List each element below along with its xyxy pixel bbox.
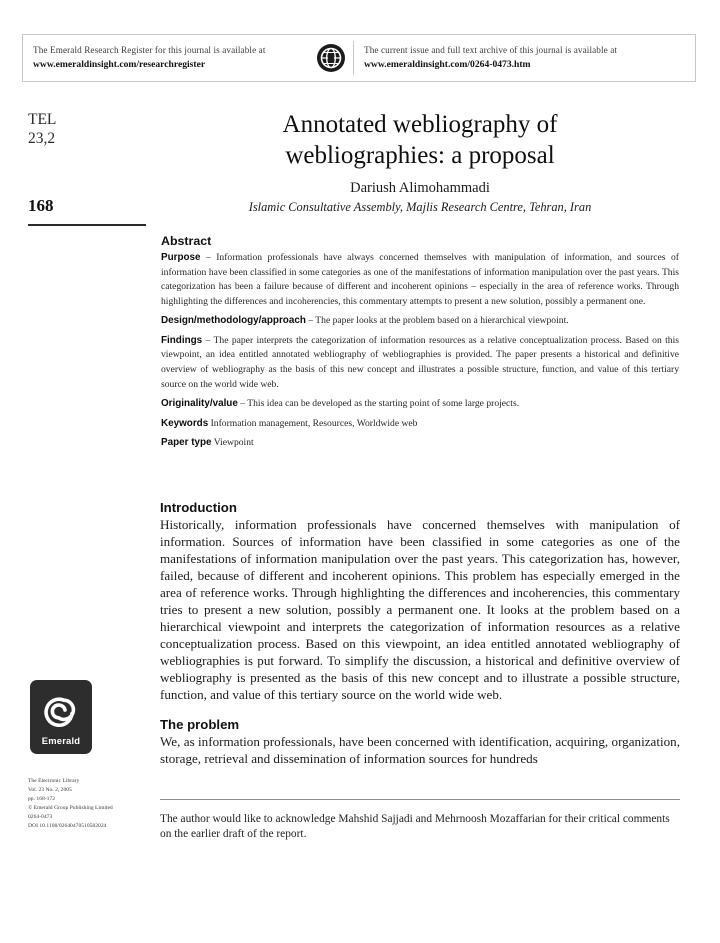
imprint-issn: 0264-0473	[28, 814, 53, 821]
abstract-keywords-text: Information management, Resources, Worldwide web	[210, 417, 418, 429]
running-head-volume: 23,2	[28, 130, 56, 148]
abstract-design-label: Design/methodology/approach	[161, 315, 306, 327]
current-issue-url[interactable]: www.emeraldinsight.com/0264-0473.htm	[364, 58, 531, 70]
abstract-design-text: – The paper looks at the problem based on a hierarchical viewpoint.	[308, 315, 569, 327]
folio-rule	[28, 224, 146, 226]
running-head	[28, 110, 56, 149]
introduction-heading: Introduction	[160, 500, 237, 515]
footnote-rule	[160, 799, 680, 800]
author-name: Dariush Alimohammadi	[350, 180, 490, 196]
emerald-wordmark: Emerald	[41, 734, 81, 746]
imprint-journal-title: The Electronic Library	[28, 778, 80, 784]
section-introduction	[160, 500, 680, 703]
journal-imprint	[28, 777, 154, 831]
globe-icon	[309, 43, 353, 73]
abstract-paper-type-label: Paper type	[161, 436, 212, 448]
abstract-findings	[161, 333, 679, 392]
abstract-section	[161, 234, 679, 454]
abstract-purpose	[161, 250, 679, 309]
problem-paragraph: We, as information professionals, have been concerned with identification, acquiring, organization, storage, retrieval and dissemination of information sources for hundreds	[160, 734, 680, 767]
abstract-paper-type-text: Viewpoint	[213, 436, 254, 448]
abstract-originality-label: Originality/value	[161, 398, 238, 410]
emerald-logo	[30, 680, 92, 754]
imprint-pages: pp. 168-172	[28, 796, 56, 803]
section-the-problem	[160, 717, 680, 767]
abstract-originality-text: – This idea can be developed as the starting point of some large projects.	[240, 398, 520, 410]
research-register-url[interactable]: www.emeraldinsight.com/researchregister	[33, 58, 206, 70]
problem-heading: The problem	[160, 717, 240, 733]
abstract-findings-text: – The paper interprets the categorization of information resources as a relative conceptualization process. Based on this viewpoint, an idea entitled annotated webliography of webliographies is provided. The paper presents a historical and definitive overview of webliography as the basis of this new concept and illustrates a possible structure, function, and value of this tertiary source on the world wide web.	[161, 334, 679, 390]
imprint-doi: DOI 10.1108/02640470510582024	[28, 823, 107, 830]
abstract-keywords-label: Keywords	[161, 417, 209, 429]
title-line-1: Annotated webliography of	[282, 111, 558, 138]
author-affiliation: Islamic Consultative Assembly, Majlis Research Centre, Tehran, Iran	[248, 200, 592, 214]
current-issue-block	[353, 41, 695, 75]
page-title	[160, 110, 680, 171]
imprint-copyright: © Emerald Group Publishing Limited	[28, 805, 113, 812]
imprint-volume-issue: Vol. 23 No. 2, 2005	[28, 787, 72, 794]
acknowledgment-footnote: The author would like to acknowledge Mahshid Sajjadi and Mehrnoosh Mozaffarian for their critical comments on the earlier draft of the report.	[160, 813, 670, 841]
title-line-2: webliographies: a proposal	[285, 141, 555, 169]
abstract-keywords	[161, 416, 679, 432]
abstract-originality	[161, 396, 679, 412]
abstract-purpose-text: – Information professionals have always concerned themselves with manipulation of information, and sources of information have been classified in some categories as one of the manifestations of information manipulation over the past years. This categorization has been a failure because of different and incoherent opinions – especially in the area of reference works. Through highlighting the differences and incoherencies, this commentary attempts to present a new solution, possibly a permanent one.	[161, 252, 679, 307]
research-register-block	[23, 44, 309, 71]
running-head-journal: TEL	[28, 111, 57, 128]
abstract-paper-type	[161, 435, 679, 451]
research-register-caption: The Emerald Research Register for this journal is available at	[33, 45, 266, 56]
page-number: 168	[28, 196, 54, 215]
emerald-spiral-icon	[39, 689, 83, 733]
body-column	[160, 500, 680, 781]
abstract-design	[161, 313, 679, 329]
introduction-paragraph: Historically, information professionals have concerned themselves with manipulation of information. Sources of information have been classified in some categories as one of the manifestations of information manipulation over the past years. This categorization has, however, failed, because of different and incoherent opinions. This problem has especially emerged in the area of reference works. Through highlighting the differences and incoherencies, this commentary tries to present a new solution, possibly a permanent one. It looks at the problem based on a hierarchical viewpoint and interprets the categorization of information resources as a relative conceptualization process. Based on this viewpoint, an idea entitled annotated webliography of webliographies is put forward. To simplify the discussion, a historical and definitive overview of webliography is presented as the basis of this new concept and to illustrate a possible structure, function, and value of this tertiary source on the world wide web.	[160, 517, 680, 703]
abstract-findings-label: Findings	[161, 334, 203, 346]
availability-header-box	[22, 34, 696, 82]
abstract-purpose-label: Purpose	[161, 252, 201, 263]
abstract-heading: Abstract	[161, 234, 212, 248]
current-issue-caption: The current issue and full text archive of this journal is available at	[364, 45, 618, 56]
